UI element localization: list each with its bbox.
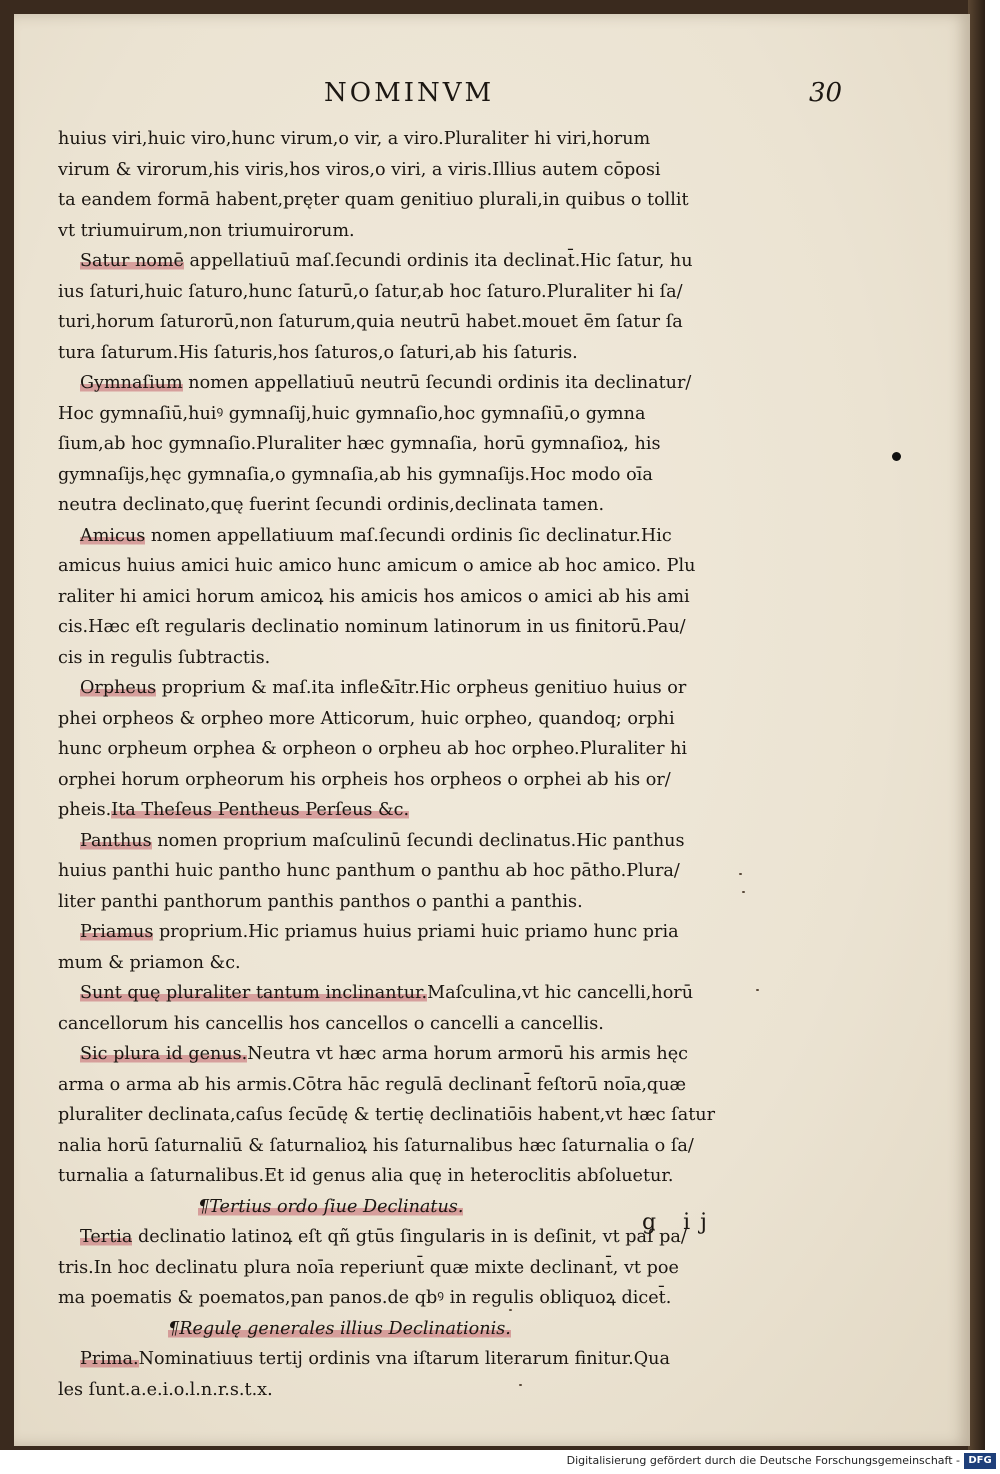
text-line: ius ſaturi,huic ſaturo,hunc ſaturū,o ſatur,ab hoc ſaturo.Pluraliter hi ſa/ [58, 281, 683, 302]
text-line: les ſunt.a.e.i.o.l.n.r.s.t.x. [58, 1379, 273, 1400]
text-line: turi,horum ſaturorū,non ſaturum,quia neutrū habet.mouet ēm ſatur ſa [58, 312, 683, 332]
text-line: cancellorum his cancellis hos cancellos o cancelli a cancellis. [58, 1013, 604, 1034]
text-line: Sic plura id genus.Neutra vt hæc arma horum armorū his armis hęc [80, 1044, 689, 1064]
dfg-logo: DFG [964, 1453, 996, 1469]
text-line: ma poematis & poematos,pan panos.de qbꝰ in regulis obliquoꝝ dicet̄. [58, 1288, 672, 1308]
ink-spot [892, 452, 901, 461]
text-line: ta eandem formā habent,pręter quam genitiuo plurali,in quibus o tollit [58, 190, 689, 210]
text-line: hunc orpheum orphea & orpheon o orpheu ab hoc orpheo.Pluraliter hi [58, 739, 688, 759]
text-line: cis.Hæc eſt regularis declinatio nominum latinorum in us finitorū.Pau/ [58, 617, 686, 637]
rubric-highlight: Orpheus [80, 678, 157, 698]
text-line: orphei horum orpheorum his orpheis hos orpheos o orphei ab his or/ [58, 769, 671, 790]
section-heading-text: ¶Tertius ordo ſiue Declinatus. [198, 1196, 464, 1217]
text-line: mum & priamon &c. [58, 952, 241, 973]
text-line: pheis.Ita Theſeus Pentheus Perſeus &c. [58, 800, 410, 820]
rubric-highlight: Sunt quę pluraliter tantum inclinantur. [80, 983, 428, 1003]
text-line: turnalia a ſaturnalibus.Et id genus alia quę in heteroclitis abſoluetur. [58, 1166, 674, 1186]
text-line: Satur nomē appellatiuū maſ.ſecundi ordinis ita declinat̄.Hic ſatur, hu [80, 251, 693, 271]
text-line: cis in regulis ſubtractis. [58, 647, 271, 668]
text-line: huius panthi huic pantho hunc panthum o panthu ab hoc pātho.Plura/ [58, 861, 680, 881]
text-line: Priamus proprium.Hic priamus huius priami huic priamo hunc pria [80, 922, 679, 942]
text-line: virum & virorum,his viris,hos viros,o viri, a viris.Illius autem cōposi [58, 159, 661, 180]
rubric-highlight: Amicus [80, 525, 146, 546]
text-line: Panthus nomen proprium maſculinū ſecundi declinatus.Hic panthus [80, 830, 685, 851]
rubric-highlight: Ita Theſeus Pentheus Perſeus &c. [111, 800, 410, 820]
rubric-highlight: Tertia [80, 1227, 133, 1247]
text-line: liter panthi panthorum panthis panthos o panthi a panthis. [58, 891, 583, 912]
book-edge [968, 0, 985, 1450]
text-line: gymnaſijs,hęc gymnaſia,o gymnaſia,ab his gymnaſijs.Hoc modo oīa [58, 464, 653, 485]
text-line: nalia horū ſaturnaliū & ſaturnalioꝝ his ſaturnalibus hæc ſaturnalia o ſa/ [58, 1135, 694, 1156]
rubric-highlight: Priamus [80, 922, 154, 942]
text-line: tris.In hoc declinatu plura noīa reperiunt̄ quæ mixte declinant̄, vt poe [58, 1257, 679, 1278]
text-line: huius viri,huic viro,hunc virum,o vir, a viro.Pluraliter hi viri,horum [58, 129, 651, 149]
text-line: Orpheus proprium & maſ.ita infle&ītr.Hic orpheus genitiuo huius or [80, 678, 687, 698]
text-line: Tertia declinatio latinoꝝ eſt qñ gtūs ſingularis in is deſinit, vt paſ pa/ [80, 1227, 687, 1247]
rubric-highlight: Panthus [80, 830, 152, 851]
text-line: pluraliter declinata,caſus ſecūdę & tertię declinatiōis habent,vt hæc ſatur [58, 1105, 715, 1125]
running-head: NOMINVM [324, 78, 495, 108]
rubric-highlight: Gymnaſium [80, 373, 183, 393]
text-line: Hoc gymnaſiū,huiꝰ gymnaſij,huic gymnaſio,hoc gymnaſiū,o gymna [58, 403, 646, 424]
section-heading-text: ¶Regulę generales illius Declinationis. [168, 1318, 511, 1339]
rubric-highlight: Sic plura id genus. [80, 1044, 248, 1064]
text-line: ſium,ab hoc gymnaſio.Pluraliter hæc gymnaſia, horū gymnaſioꝝ, his [58, 434, 661, 454]
text-line: Sunt quę pluraliter tantum inclinantur.Maſculina,vt hic cancelli,horū [80, 983, 694, 1003]
text-line: vt triumuirum,non triumuirorum. [58, 220, 355, 241]
text-line: neutra declinato,quę fuerint ſecundi ordinis,declinata tamen. [58, 495, 605, 515]
rubric-highlight: Prima. [80, 1349, 139, 1369]
text-line: raliter hi amici horum amicoꝝ his amicis hos amicos o amici ab his ami [58, 586, 690, 607]
folio-number: 30 [809, 78, 843, 108]
text-line: arma o arma ab his armis.Cōtra hāc regulā declinant̄ feſtorū noīa,quæ [58, 1074, 687, 1095]
signature-mark: g ij [642, 1210, 717, 1235]
funding-credit: Digitalisierung gefördert durch die Deutsche Forschungsgemeinschaft - [566, 1454, 960, 1467]
section-heading [58, 1314, 778, 1345]
text-line: amicus huius amici huic amico hunc amicum o amice ab hoc amico. Plu [58, 556, 696, 576]
footer-bar [0, 1450, 1000, 1474]
book-page [14, 14, 970, 1446]
text-line: Amicus nomen appellatiuum maſ.ſecundi ordinis ſic declinatur.Hic [80, 525, 672, 546]
rubric-highlight: Satur nomē [80, 251, 184, 271]
text-line: Gymnaſium nomen appellatiuū neutrū ſecundi ordinis ita declinatur/ [80, 373, 692, 393]
text-line: tura ſaturum.His ſaturis,hos ſaturos,o ſaturi,ab his ſaturis. [58, 342, 578, 363]
text-line: Prima.Nominatiuus tertij ordinis vna iſtarum literarum finitur.Qua [80, 1349, 670, 1369]
text-line: phei orpheos & orpheo more Atticorum, huic orpheo, quandoq; orphi [58, 708, 675, 729]
